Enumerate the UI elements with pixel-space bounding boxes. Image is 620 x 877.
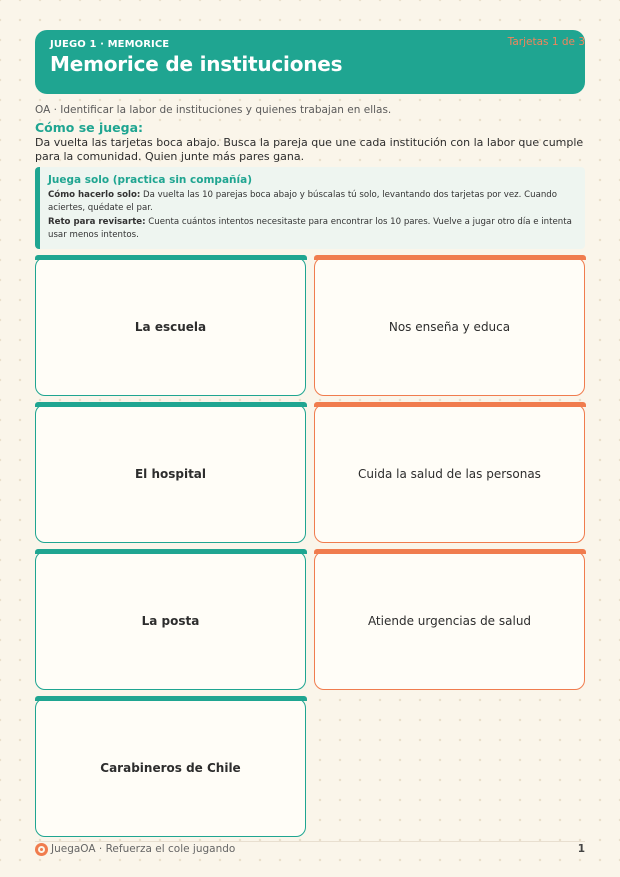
role-card-label: Cuida la salud de las personas: [358, 466, 541, 481]
institution-card-label: Carabineros de Chile: [100, 760, 241, 775]
sheet-label: Tarjetas 1 de 3: [507, 36, 585, 48]
learning-objective: OA · Identificar la labor de instituciones y quienes trabajan en ellas.: [35, 104, 392, 116]
solo-how-text: Da vuelta las 10 parejas boca abajo y búscalas tú solo, levantando dos tarjetas por vez. Cuando aciertes, quédate el par.: [48, 190, 558, 213]
solo-challenge-label: Reto para revisarte:: [48, 217, 146, 227]
institution-card-label: La escuela: [134, 319, 207, 334]
solo-challenge-line: [48, 216, 578, 241]
footer-brand-text: JuegaOA · Refuerza el cole jugando: [51, 843, 236, 855]
solo-play-title: Juega solo (practica sin compañía): [48, 174, 252, 186]
role-card[interactable]: [314, 404, 585, 543]
institution-card[interactable]: [35, 257, 306, 396]
institution-card[interactable]: [35, 698, 306, 837]
institution-card[interactable]: [35, 404, 306, 543]
role-card-label: Nos enseña y educa: [388, 319, 511, 334]
target-icon: [35, 843, 48, 856]
page-number: 1: [577, 843, 585, 855]
game-kicker: JUEGO 1 · MEMORICE: [50, 39, 170, 50]
solo-challenge-text: Cuenta cuántos intentos necesitaste para encontrar los 10 pares. Vuelve a jugar otro día e intenta usar menos intentos.: [48, 217, 572, 240]
institution-card-label: La posta: [141, 613, 200, 628]
header-banner: [35, 30, 585, 94]
solo-play-box: [35, 167, 585, 249]
footer-divider: [35, 841, 585, 842]
solo-how-line: [48, 189, 578, 214]
institution-card[interactable]: [35, 551, 306, 690]
page-title: Memorice de instituciones: [50, 52, 343, 76]
role-card-label: Atiende urgencias de salud: [367, 613, 532, 628]
institution-card-label: El hospital: [134, 466, 207, 481]
how-to-play-text: Da vuelta las tarjetas boca abajo. Busca la pareja que une cada institución con la labor que cumple para la comunidad. Quien junte más pares gana.: [35, 136, 584, 163]
how-to-play-heading: Cómo se juega:: [35, 120, 144, 135]
solo-how-label: Cómo hacerlo solo:: [48, 190, 141, 200]
role-card[interactable]: [314, 257, 585, 396]
role-card[interactable]: [314, 551, 585, 690]
